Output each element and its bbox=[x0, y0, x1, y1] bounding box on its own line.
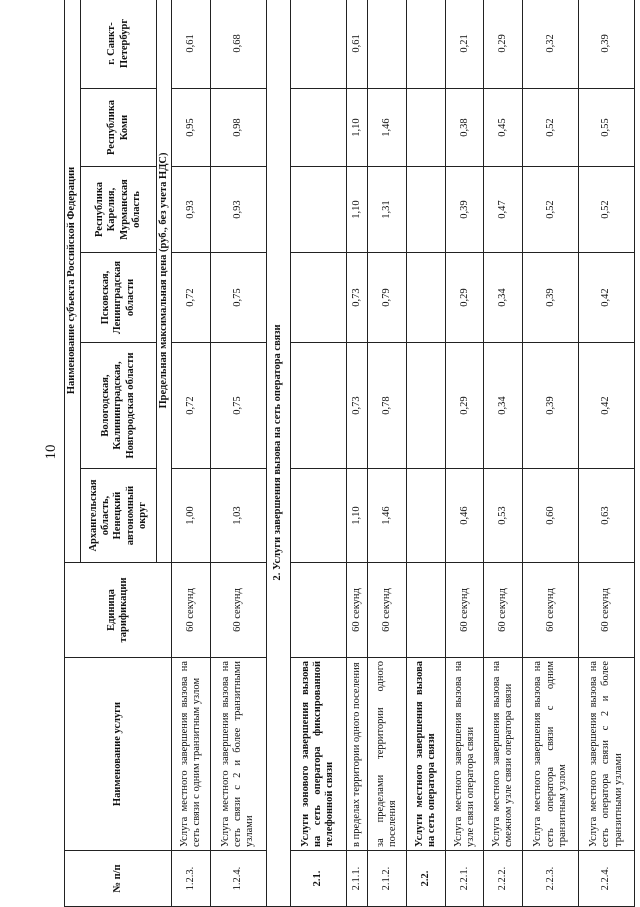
price-value: 0,73 bbox=[346, 343, 367, 469]
row-number: 2.2.1. bbox=[445, 851, 484, 907]
service-name: Услуги местного завершения вызова на сеть оператора связи bbox=[407, 658, 446, 851]
price-value: 1,46 bbox=[368, 469, 407, 563]
service-name: Услуга местного завершения вызова на сеть связи с 2 и более транзитными узлами bbox=[210, 658, 266, 851]
price-value: 0,52 bbox=[579, 167, 635, 253]
price-value bbox=[290, 0, 346, 89]
tariff-table bbox=[64, 0, 635, 907]
header-region: Архангельская область, Ненецкий автономный округ bbox=[81, 469, 157, 563]
row-number: 2.2.3. bbox=[523, 851, 579, 907]
price-value: 0,98 bbox=[210, 89, 266, 167]
billing-unit: 60 секунд bbox=[368, 563, 407, 658]
service-name: Услуга местного завершения вызова на сеть оператора связи с одним транзитным узлом bbox=[523, 658, 579, 851]
price-value: 0,32 bbox=[523, 0, 579, 89]
price-value bbox=[407, 0, 446, 89]
price-value: 1,00 bbox=[172, 469, 211, 563]
price-value: 0,95 bbox=[172, 89, 211, 167]
price-value: 1,10 bbox=[346, 469, 367, 563]
price-value: 1,10 bbox=[346, 89, 367, 167]
section-title: 2. Услуги завершения вызова на сеть оператора связи bbox=[266, 0, 290, 907]
table-section bbox=[266, 0, 290, 907]
table-row bbox=[407, 0, 446, 907]
header-region-group: Наименование субъекта Российской Федерации bbox=[65, 0, 81, 563]
price-value: 0,21 bbox=[445, 0, 484, 89]
row-number: 2.2. bbox=[407, 851, 446, 907]
price-value: 0,61 bbox=[346, 0, 367, 89]
price-value: 0,68 bbox=[210, 0, 266, 89]
header-unit: Единица тарификации bbox=[65, 563, 172, 658]
price-value bbox=[290, 167, 346, 253]
price-value: 1,31 bbox=[368, 167, 407, 253]
table-row bbox=[579, 0, 635, 907]
service-name: Услуга местного завершения вызова на сеть связи с одним транзитным узлом bbox=[172, 658, 211, 851]
price-value bbox=[407, 469, 446, 563]
price-value: 0,78 bbox=[368, 343, 407, 469]
page-number: 10 bbox=[43, 444, 59, 460]
header-region: Республика Коми bbox=[81, 89, 157, 167]
price-value: 0,42 bbox=[579, 343, 635, 469]
service-name: Услуги зонового завершения вызова на сеть оператора фиксированной телефонной связи bbox=[290, 658, 346, 851]
price-value: 0,52 bbox=[523, 89, 579, 167]
price-value: 0,34 bbox=[484, 343, 523, 469]
billing-unit bbox=[407, 563, 446, 658]
price-value: 0,75 bbox=[210, 343, 266, 469]
service-name: Услуга местного завершения вызова на сеть оператора связи с 2 и более транзитными узлами bbox=[579, 658, 635, 851]
price-value: 1,10 bbox=[346, 167, 367, 253]
price-value bbox=[290, 469, 346, 563]
billing-unit: 60 секунд bbox=[172, 563, 211, 658]
table-body-top bbox=[172, 0, 267, 907]
table-row bbox=[523, 0, 579, 907]
billing-unit: 60 секунд bbox=[445, 563, 484, 658]
billing-unit: 60 секунд bbox=[346, 563, 367, 658]
row-number: 2.1.1. bbox=[346, 851, 367, 907]
price-value: 0,29 bbox=[445, 343, 484, 469]
table-row bbox=[484, 0, 523, 907]
service-name: в пределах территории одного поселения bbox=[346, 658, 367, 851]
price-value: 0,38 bbox=[445, 89, 484, 167]
table-row bbox=[445, 0, 484, 907]
price-value: 0,75 bbox=[210, 253, 266, 343]
billing-unit: 60 секунд bbox=[579, 563, 635, 658]
table-body-bottom bbox=[290, 0, 634, 907]
row-number: 1.2.4. bbox=[210, 851, 266, 907]
price-value bbox=[290, 89, 346, 167]
price-value: 0,29 bbox=[484, 0, 523, 89]
billing-unit: 60 секунд bbox=[210, 563, 266, 658]
table-header bbox=[65, 0, 172, 907]
row-number: 1.2.3. bbox=[172, 851, 211, 907]
table-row bbox=[172, 0, 211, 907]
header-num: № п/п bbox=[65, 851, 172, 907]
price-value: 0,47 bbox=[484, 167, 523, 253]
price-value: 0,46 bbox=[445, 469, 484, 563]
price-value: 0,93 bbox=[210, 167, 266, 253]
header-price-caption: Предельная максимальная цена (руб., без учета НДС) bbox=[157, 0, 172, 563]
row-number: 2.2.4. bbox=[579, 851, 635, 907]
price-value bbox=[290, 343, 346, 469]
billing-unit bbox=[290, 563, 346, 658]
price-value: 0,39 bbox=[445, 167, 484, 253]
price-value bbox=[407, 89, 446, 167]
price-value: 0,53 bbox=[484, 469, 523, 563]
price-value: 0,60 bbox=[523, 469, 579, 563]
price-value: 0,45 bbox=[484, 89, 523, 167]
price-value: 0,42 bbox=[579, 253, 635, 343]
price-value: 0,61 bbox=[172, 0, 211, 89]
price-value bbox=[407, 253, 446, 343]
price-value: 1,46 bbox=[368, 89, 407, 167]
price-value bbox=[290, 253, 346, 343]
price-value: 0,55 bbox=[579, 89, 635, 167]
billing-unit: 60 секунд bbox=[523, 563, 579, 658]
price-value: 0,73 bbox=[346, 253, 367, 343]
price-value: 1,03 bbox=[210, 469, 266, 563]
table-row bbox=[346, 0, 367, 907]
service-name: за пределами территории одного поселения bbox=[368, 658, 407, 851]
price-value bbox=[368, 0, 407, 89]
service-name: Услуга местного завершения вызова на смежном узле связи оператора связи bbox=[484, 658, 523, 851]
header-name: Наименование услуги bbox=[65, 658, 172, 851]
row-number: 2.1. bbox=[290, 851, 346, 907]
price-value: 0,39 bbox=[523, 253, 579, 343]
price-value: 0,79 bbox=[368, 253, 407, 343]
price-value: 0,34 bbox=[484, 253, 523, 343]
header-region: Псковская, Ленинградская области bbox=[81, 253, 157, 343]
price-value: 0,52 bbox=[523, 167, 579, 253]
price-value: 0,72 bbox=[172, 253, 211, 343]
price-value: 0,93 bbox=[172, 167, 211, 253]
header-region: Республика Карелия, Мурманская область bbox=[81, 167, 157, 253]
table-row bbox=[290, 0, 346, 907]
table-row bbox=[368, 0, 407, 907]
billing-unit: 60 секунд bbox=[484, 563, 523, 658]
price-value bbox=[407, 167, 446, 253]
service-name: Услуга местного завершения вызова на узле связи оператора связи bbox=[445, 658, 484, 851]
row-number: 2.2.2. bbox=[484, 851, 523, 907]
price-value: 0,63 bbox=[579, 469, 635, 563]
header-region: г. Санкт-Петербург bbox=[81, 0, 157, 89]
row-number: 2.1.2. bbox=[368, 851, 407, 907]
price-value: 0,39 bbox=[523, 343, 579, 469]
price-value: 0,72 bbox=[172, 343, 211, 469]
price-value: 0,29 bbox=[445, 253, 484, 343]
price-value bbox=[407, 343, 446, 469]
price-value: 0,39 bbox=[579, 0, 635, 89]
table-row bbox=[210, 0, 266, 907]
header-region: Вологодская, Калининградская, Новгородская области bbox=[81, 343, 157, 469]
